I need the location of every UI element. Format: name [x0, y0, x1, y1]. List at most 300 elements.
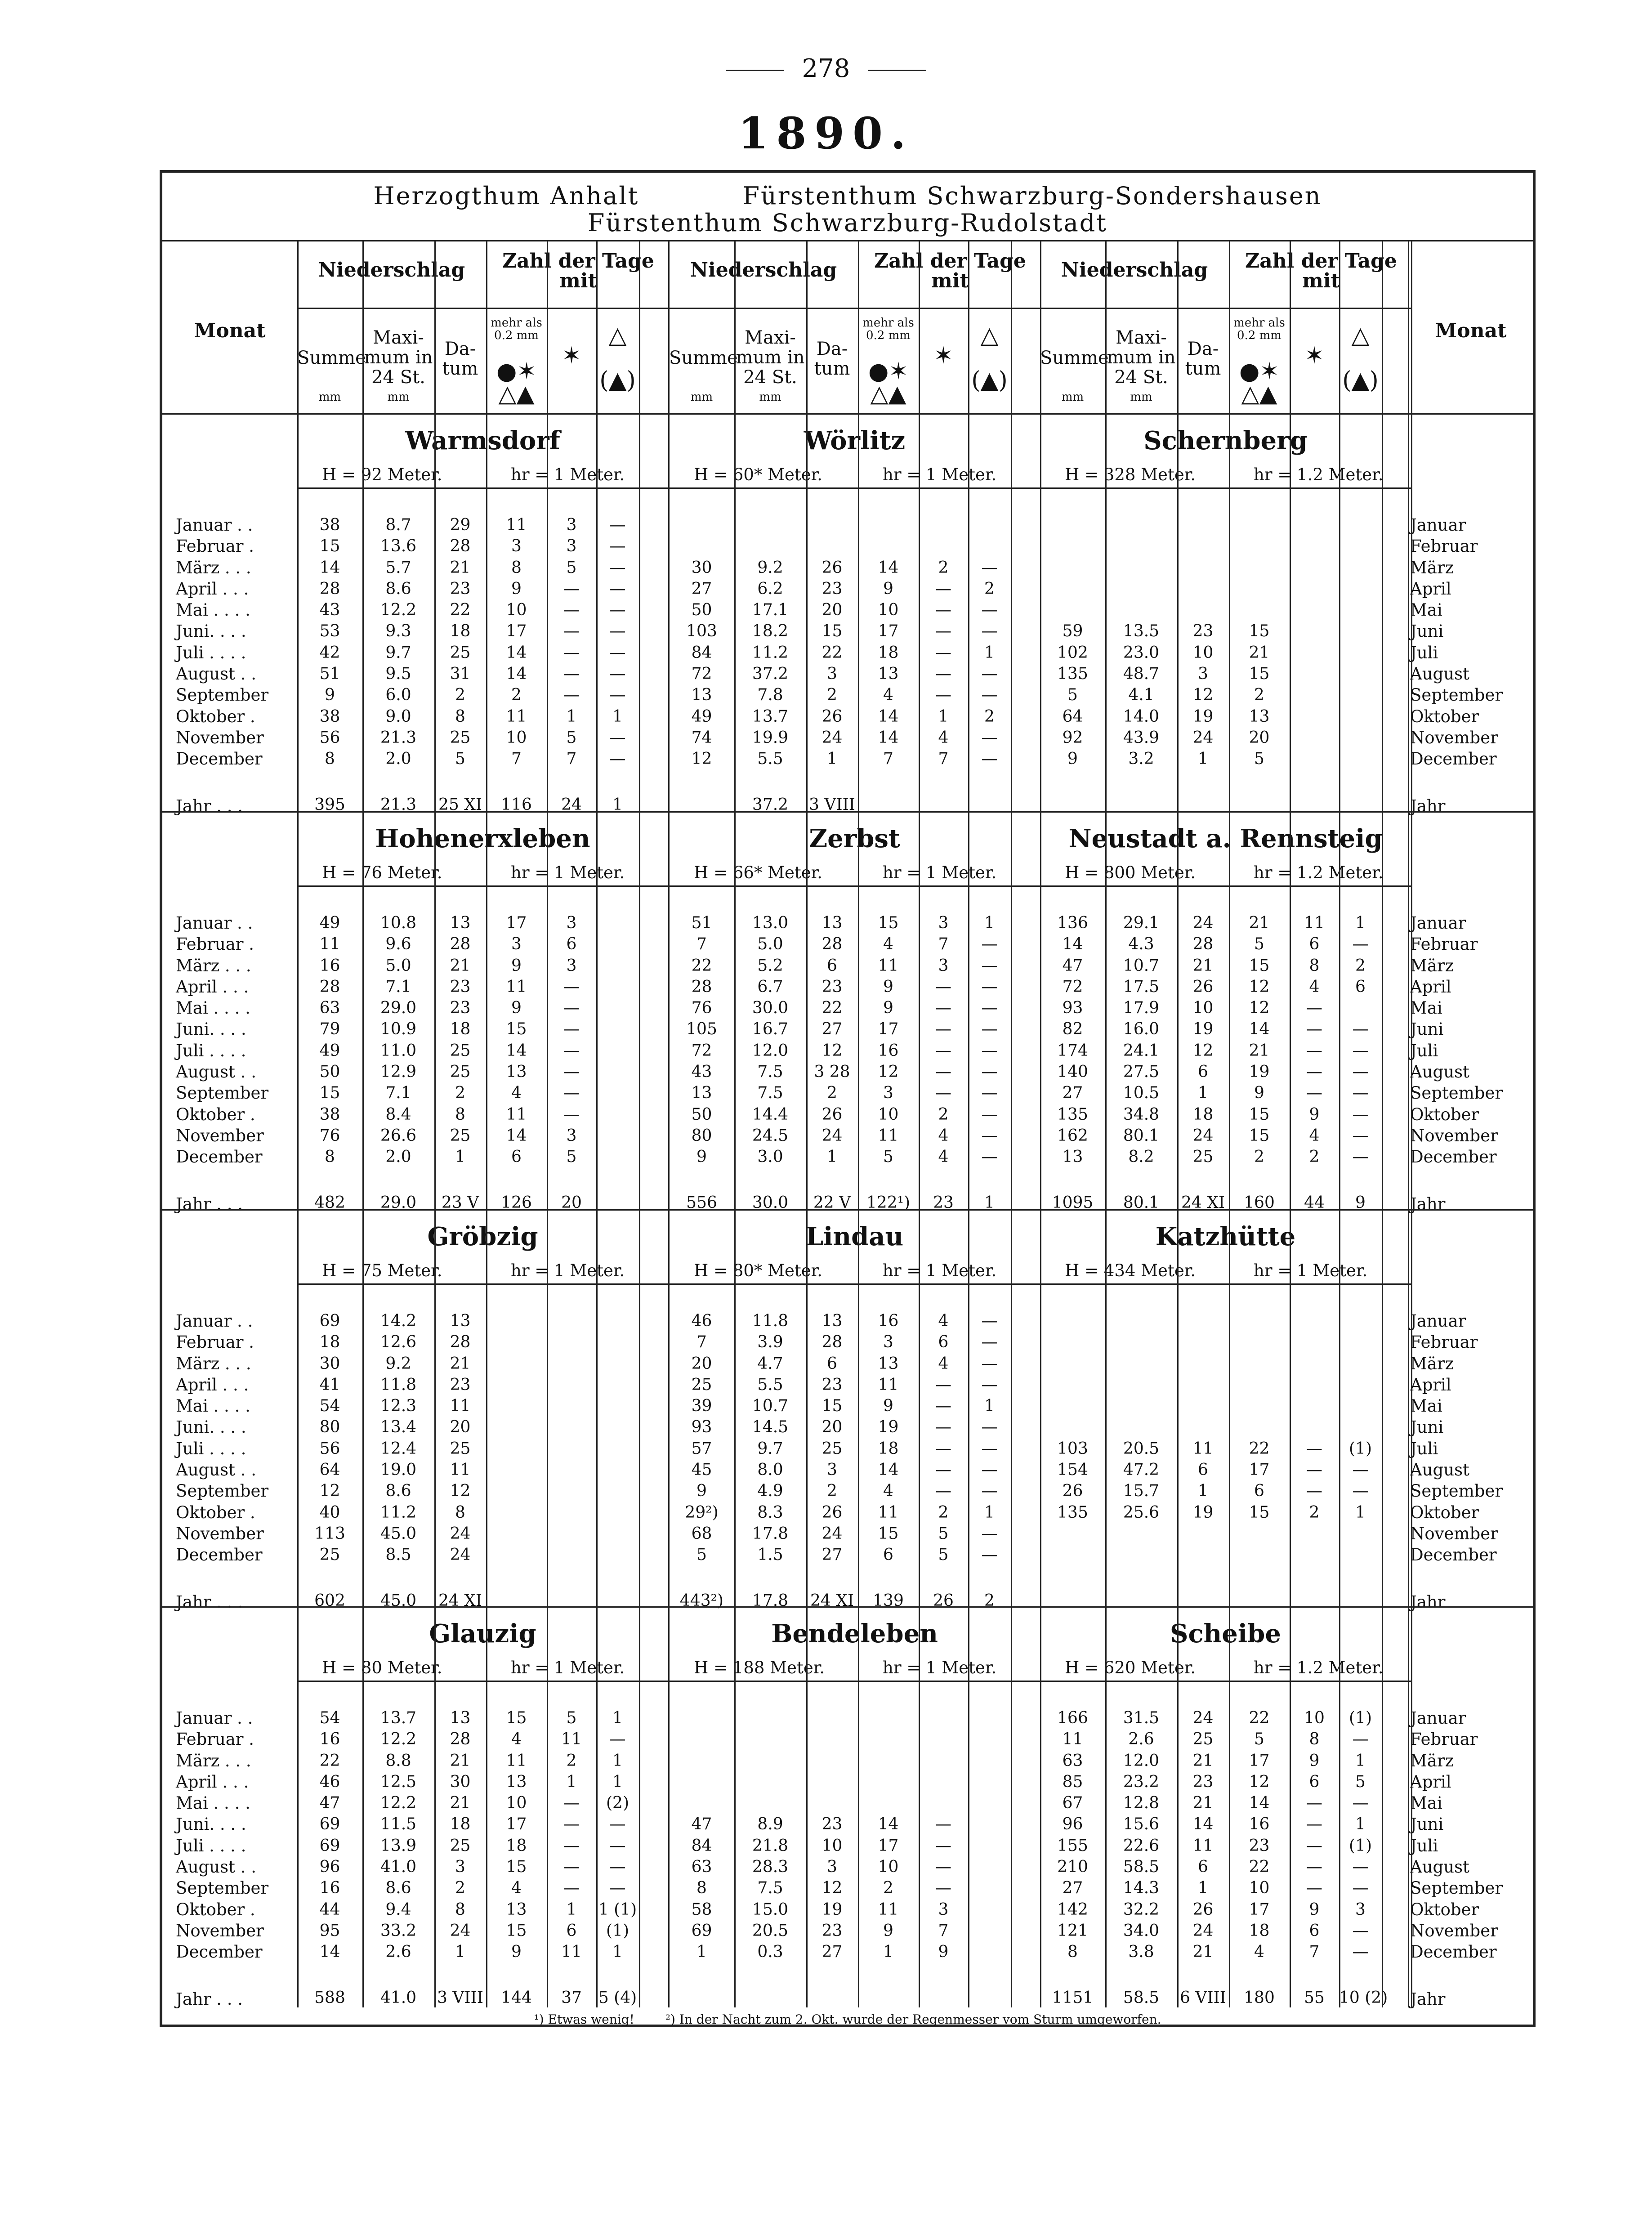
jahr-value: 24 [561, 796, 582, 814]
value-cell: 50 [691, 601, 712, 620]
value-cell: 15.7 [1123, 1482, 1160, 1501]
value-cell: 12 [822, 1041, 843, 1060]
value-cell [858, 1771, 919, 1792]
jahr-value: 395 [314, 796, 345, 814]
title-rule [162, 240, 1533, 241]
value-cell: 13.0 [752, 914, 789, 932]
value-cell: 4 [511, 1879, 522, 1898]
jahr-label-right [1410, 1989, 1445, 2010]
jahr-value: 24 XI [1181, 1193, 1225, 1212]
jahr-value: 37.2 [752, 796, 789, 814]
value-cell [1177, 599, 1229, 621]
value-cell [547, 1544, 596, 1565]
value-cell [1105, 1332, 1177, 1353]
value-cell: 7.5 [757, 1063, 783, 1082]
value-column-tage [486, 912, 547, 1168]
value-cell: 8.2 [1128, 1148, 1154, 1167]
value-cell [1177, 1523, 1229, 1544]
value-cell: 7 [938, 1921, 949, 1940]
value-cell: — [981, 1312, 998, 1330]
value-column-max [734, 1310, 806, 1566]
height-above-sea: H = 66* Meter. [694, 863, 823, 882]
block-rule [162, 811, 1533, 813]
value-column-snow [919, 1707, 968, 1963]
value-cell: 9.7 [385, 643, 411, 662]
value-cell: 11 [878, 956, 899, 975]
value-cell: 3 [511, 935, 522, 954]
month-label: December [1410, 1545, 1497, 1565]
value-cell: 9 [511, 579, 522, 598]
value-cell: 26 [1192, 977, 1214, 996]
value-cell: 17 [878, 622, 899, 641]
value-cell: — [1352, 1084, 1369, 1103]
value-cell: — [981, 1482, 998, 1501]
value-cell [596, 955, 639, 976]
value-cell: 10 [1192, 999, 1214, 1018]
value-cell: 6 [1198, 1858, 1208, 1877]
station-name: Zerbst [809, 824, 900, 854]
value-cell: — [563, 686, 580, 705]
month-label: März . . . [176, 1751, 251, 1770]
value-cell: 1 [1198, 750, 1208, 769]
value-cell: 46 [691, 1312, 712, 1330]
month-label: Oktober [1410, 1900, 1479, 1919]
value-cell: 22 [822, 643, 843, 662]
value-cell: 17.1 [752, 601, 789, 620]
value-cell: 9 [325, 686, 335, 705]
month-label: Mai [1410, 600, 1442, 620]
value-cell: 6 [1309, 1772, 1320, 1791]
column-rule [919, 240, 920, 2007]
value-cell: 37.2 [752, 665, 789, 684]
value-column-summe [1040, 1310, 1105, 1566]
value-cell: 1 [697, 1943, 707, 1962]
value-cell: 4 [938, 1312, 949, 1330]
value-cell: 21 [450, 1794, 471, 1813]
value-column-hail [1339, 912, 1382, 1168]
value-cell: 155 [1057, 1836, 1088, 1855]
month-label: Mai . . . . [176, 1396, 250, 1416]
value-cell: 25 [450, 728, 471, 747]
value-cell [596, 1061, 639, 1082]
maximum-header: Maxi-mum in 24 St. [736, 327, 805, 388]
gauge-height: hr = 1.2 Meter. [1254, 863, 1384, 882]
value-column-tage [858, 1310, 919, 1566]
value-column-tage [486, 1310, 547, 1566]
value-cell: 45 [691, 1461, 712, 1480]
value-cell: 2 [984, 707, 995, 726]
value-cell: 15 [822, 622, 843, 641]
month-list-left [176, 514, 268, 770]
value-cell: 34.0 [1123, 1921, 1160, 1940]
value-cell: 27 [1062, 1084, 1083, 1103]
value-column-tage [1229, 1707, 1290, 1963]
value-cell: 13 [1249, 707, 1270, 726]
value-cell: 17.9 [1123, 999, 1160, 1018]
month-label: December [1410, 749, 1497, 769]
station-heights [1040, 1261, 1411, 1281]
month-label: April . . . [176, 579, 249, 599]
value-cell: 25 [822, 1439, 843, 1458]
value-cell: 7.1 [385, 1084, 411, 1103]
value-cell: 17 [1249, 1461, 1270, 1480]
value-cell: 13 [691, 1084, 712, 1103]
column-rule [547, 240, 548, 2007]
value-cell: 9 [1254, 1084, 1264, 1103]
value-cell: — [1306, 1482, 1322, 1501]
month-list-left [176, 1310, 268, 1566]
value-cell [669, 1750, 734, 1771]
value-cell: 2 [455, 1084, 465, 1103]
value-cell: — [935, 643, 951, 662]
month-label: September [1410, 1481, 1503, 1501]
triangle-paren-icon: (▲) [1342, 367, 1379, 394]
value-cell: 43 [319, 601, 340, 620]
month-label: April [1410, 1772, 1451, 1792]
value-cell: 32.2 [1123, 1900, 1160, 1919]
value-cell: — [981, 1546, 998, 1564]
value-cell: 9.0 [385, 707, 411, 726]
value-cell [1105, 599, 1177, 621]
value-column-snow [1290, 912, 1339, 1168]
value-cell: — [981, 1354, 998, 1373]
value-cell: 25 [691, 1375, 712, 1394]
month-label: Mai . . . . [176, 1793, 250, 1813]
value-cell: 14.2 [380, 1312, 417, 1330]
month-label: Mai [1410, 998, 1442, 1018]
value-cell: 44 [319, 1900, 340, 1919]
zahl-tage-header: Zahl der Tage mit [1245, 250, 1397, 292]
value-cell: 2 [455, 1879, 465, 1898]
station-heights [297, 863, 668, 883]
value-cell: — [609, 643, 626, 662]
value-cell [1290, 1417, 1339, 1438]
value-cell: 174 [1057, 1041, 1088, 1060]
subheader-rule [1040, 308, 1411, 309]
value-cell: — [563, 1836, 580, 1855]
value-cell: 14 [878, 1815, 899, 1834]
value-cell [1339, 997, 1382, 1019]
jahr-value: 588 [314, 1989, 345, 2007]
value-cell: 2.0 [385, 750, 411, 769]
station-name: Katzhütte [1155, 1222, 1296, 1252]
value-cell: — [981, 1084, 998, 1103]
value-cell: 14 [878, 558, 899, 577]
value-cell: 72 [691, 1041, 712, 1060]
value-cell: 69 [319, 1836, 340, 1855]
value-cell: 19.0 [380, 1461, 417, 1480]
value-cell: — [935, 579, 951, 598]
value-cell: 9 [1309, 1900, 1320, 1919]
value-cell: 7 [1309, 1943, 1320, 1962]
value-cell: 16 [878, 1312, 899, 1330]
value-cell: — [609, 665, 626, 684]
value-cell: — [981, 999, 998, 1018]
month-label: Januar . . [176, 1708, 253, 1728]
value-cell [669, 1771, 734, 1792]
value-cell: 28 [319, 977, 340, 996]
value-cell: 12 [1192, 1041, 1214, 1060]
value-cell: 47 [1062, 956, 1083, 975]
station-heights [297, 1261, 668, 1281]
value-cell [734, 536, 806, 557]
value-cell: 25 [450, 1126, 471, 1145]
value-cell [919, 1707, 968, 1729]
value-cell: 3 [566, 914, 577, 932]
value-cell: — [981, 601, 998, 620]
value-cell: 13 [450, 914, 471, 932]
value-cell: 19 [1249, 1063, 1270, 1082]
block-rule [162, 1606, 1533, 1608]
value-cell: 23 [822, 579, 843, 598]
value-cell [486, 1310, 547, 1332]
value-cell: 10 [1192, 643, 1214, 662]
month-label: September [176, 1481, 269, 1501]
month-label: November [1410, 1524, 1498, 1543]
jahr-value: 37 [561, 1989, 582, 2007]
value-cell [1339, 748, 1382, 769]
value-cell: 24 [1192, 1126, 1214, 1145]
value-cell: 80 [319, 1418, 340, 1437]
rain-snow-icon: ●✶ [1239, 358, 1279, 385]
value-cell: 8.3 [757, 1503, 783, 1522]
value-cell: 27 [822, 1546, 843, 1564]
month-label: December [176, 1942, 263, 1962]
value-cell: 12.9 [380, 1063, 417, 1082]
value-cell: 13 [691, 686, 712, 705]
value-cell: — [935, 1418, 951, 1437]
value-cell: 7 [883, 750, 893, 769]
month-label: Juni. . . . [176, 1019, 246, 1039]
value-cell: 14.3 [1123, 1879, 1160, 1898]
value-cell [806, 1792, 858, 1814]
value-cell: 1 [1198, 1482, 1208, 1501]
maximum-header: Maxi-mum in 24 St. [1107, 327, 1176, 388]
value-cell: 63 [1062, 1751, 1083, 1770]
value-cell: — [609, 686, 626, 705]
value-column-hail [968, 1707, 1011, 1963]
value-cell: 5 [697, 1546, 707, 1564]
rain-snow-icon: ●✶ [496, 358, 536, 385]
value-cell: 6.7 [757, 977, 783, 996]
value-cell [596, 1459, 639, 1480]
value-cell [1040, 536, 1105, 557]
value-cell: 6 [827, 956, 837, 975]
value-cell: 24 [450, 1546, 471, 1564]
value-cell: 5.0 [385, 956, 411, 975]
value-cell [1229, 1395, 1290, 1417]
value-cell [596, 1310, 639, 1332]
month-label: März [1410, 1354, 1454, 1373]
value-cell: 12.0 [1123, 1751, 1160, 1770]
value-cell: 8 [455, 1900, 465, 1919]
column-rule [486, 240, 487, 2007]
value-cell [968, 1707, 1011, 1729]
month-label: November [1410, 728, 1498, 747]
value-column-datum [434, 514, 486, 770]
value-cell: 47.2 [1123, 1461, 1160, 1480]
value-cell: 50 [319, 1063, 340, 1082]
value-cell: 54 [319, 1397, 340, 1416]
month-label: April . . . [176, 1772, 249, 1792]
value-cell [1339, 578, 1382, 599]
value-cell: 2.6 [385, 1943, 411, 1962]
month-label: Januar [1410, 1708, 1466, 1728]
value-cell [858, 1750, 919, 1771]
value-cell: — [1306, 1879, 1322, 1898]
value-cell: 96 [319, 1858, 340, 1877]
value-cell: 33.2 [380, 1921, 417, 1940]
value-cell [596, 1146, 639, 1167]
jahr-value: 2 [984, 1591, 995, 1610]
value-cell: 63 [691, 1858, 712, 1877]
value-cell: 11 [506, 1751, 527, 1770]
value-cell: 25 [450, 1836, 471, 1855]
height-above-sea: H = 800 Meter. [1065, 863, 1196, 882]
value-cell: — [1352, 1126, 1369, 1145]
station-heights [669, 863, 1040, 883]
value-cell: 3 [455, 1858, 465, 1877]
value-column-tage [1229, 1310, 1290, 1566]
value-cell: 5 [1067, 686, 1078, 705]
month-label: März [1410, 1751, 1454, 1770]
value-cell [596, 1417, 639, 1438]
value-cell [486, 1417, 547, 1438]
value-column-snow [1290, 1707, 1339, 1963]
month-label: Oktober [1410, 706, 1479, 726]
dash-right [868, 70, 926, 71]
value-cell: — [981, 622, 998, 641]
value-cell: — [609, 1879, 626, 1898]
value-cell: 22 [319, 1751, 340, 1770]
value-cell: — [563, 643, 580, 662]
value-cell: 13 [506, 1063, 527, 1082]
jahr-value: 122¹) [866, 1193, 911, 1212]
value-cell: 9 [1309, 1751, 1320, 1770]
title-line-1 [162, 182, 1533, 210]
value-cell: 10.8 [380, 914, 417, 932]
value-cell: 21.3 [380, 728, 417, 747]
value-cell [1177, 557, 1229, 578]
value-cell: 13 [506, 1772, 527, 1791]
value-cell: 3 [566, 956, 577, 975]
year-heading: 1890. [738, 108, 914, 159]
value-cell [968, 1814, 1011, 1835]
value-cell [1177, 1374, 1229, 1395]
month-label: März . . . [176, 1354, 251, 1373]
value-cell: 3 [1355, 1900, 1366, 1919]
value-cell: 95 [319, 1921, 340, 1940]
value-cell: — [1306, 1063, 1322, 1082]
value-cell: 47 [319, 1794, 340, 1813]
value-column-summe [1040, 1707, 1105, 1963]
title-line-2: Fürstenthum Schwarzburg-Rudolstadt [587, 209, 1108, 237]
value-cell: 23 [822, 1815, 843, 1834]
value-cell: 28 [450, 537, 471, 556]
value-cell: 13.9 [380, 1836, 417, 1855]
month-label: Juni [1410, 1815, 1444, 1834]
value-cell: 8 [1309, 1730, 1320, 1749]
height-above-sea: H = 620 Meter. [1065, 1658, 1196, 1677]
value-cell: 21 [1249, 914, 1270, 932]
station-heights [297, 465, 668, 485]
value-cell: 22 [1249, 1709, 1270, 1727]
value-cell: 8.0 [757, 1461, 783, 1480]
value-cell [858, 1729, 919, 1750]
value-cell: 54 [319, 1709, 340, 1727]
value-cell: — [563, 1858, 580, 1877]
value-cell: 1 [984, 1503, 995, 1522]
value-cell: 8.5 [385, 1546, 411, 1564]
datum-header: Da-tum [814, 339, 850, 379]
value-cell: 9.2 [385, 1354, 411, 1373]
value-cell: (2) [606, 1794, 629, 1813]
value-cell: 12 [878, 1063, 899, 1082]
value-cell: — [1306, 1794, 1322, 1813]
value-column-max [1105, 514, 1177, 770]
height-above-sea: H = 80* Meter. [694, 1261, 823, 1280]
value-cell [1339, 1544, 1382, 1565]
value-cell: 24 [450, 1524, 471, 1543]
value-cell: — [1352, 1730, 1369, 1749]
jahr-value: 30.0 [752, 1193, 789, 1212]
value-cell: 27 [691, 579, 712, 598]
value-cell: — [981, 977, 998, 996]
jahr-value: 24 XI [438, 1591, 482, 1610]
value-cell: 18 [878, 643, 899, 662]
value-cell: — [609, 622, 626, 641]
value-cell: 11.8 [752, 1312, 789, 1330]
jahr-value: 9 [1355, 1193, 1366, 1212]
jahr-label: Jahr [1410, 1989, 1446, 2009]
station-heights [669, 1261, 1040, 1281]
value-cell: 49 [691, 707, 712, 726]
value-cell: 0.3 [757, 1943, 783, 1962]
station-name: Warmsdorf [405, 426, 560, 456]
value-cell: — [981, 1418, 998, 1437]
value-column-snow [547, 912, 596, 1168]
value-cell: 15 [878, 1524, 899, 1543]
value-cell: 17 [506, 914, 527, 932]
value-cell: 210 [1057, 1858, 1088, 1877]
value-cell: 16 [319, 1879, 340, 1898]
value-cell: 56 [319, 728, 340, 747]
value-cell: 41.0 [380, 1858, 417, 1877]
value-column-tage [1229, 514, 1290, 770]
value-cell: 9.5 [385, 665, 411, 684]
station-heights [1040, 863, 1411, 883]
month-label: April [1410, 579, 1451, 599]
value-cell: 11 [506, 977, 527, 996]
value-cell: 2 [1309, 1503, 1320, 1522]
value-cell: — [981, 558, 998, 577]
value-cell: 57 [691, 1439, 712, 1458]
value-cell [547, 1353, 596, 1374]
value-cell: 5 [883, 1148, 893, 1167]
value-cell [547, 1310, 596, 1332]
value-cell: 41 [319, 1375, 340, 1394]
unit-mm-summe: mm [690, 390, 713, 404]
value-column-max [734, 1707, 806, 1963]
summe-header: Summe [297, 348, 366, 368]
value-cell: 22 [822, 999, 843, 1018]
value-cell: 16 [1249, 1815, 1270, 1834]
value-cell: 6 [1198, 1461, 1208, 1480]
jahr-value: 55 [1304, 1989, 1325, 2007]
month-label: Juni. . . . [176, 1815, 246, 1834]
value-cell: 63 [319, 999, 340, 1018]
height-above-sea: H = 75 Meter. [322, 1261, 442, 1280]
